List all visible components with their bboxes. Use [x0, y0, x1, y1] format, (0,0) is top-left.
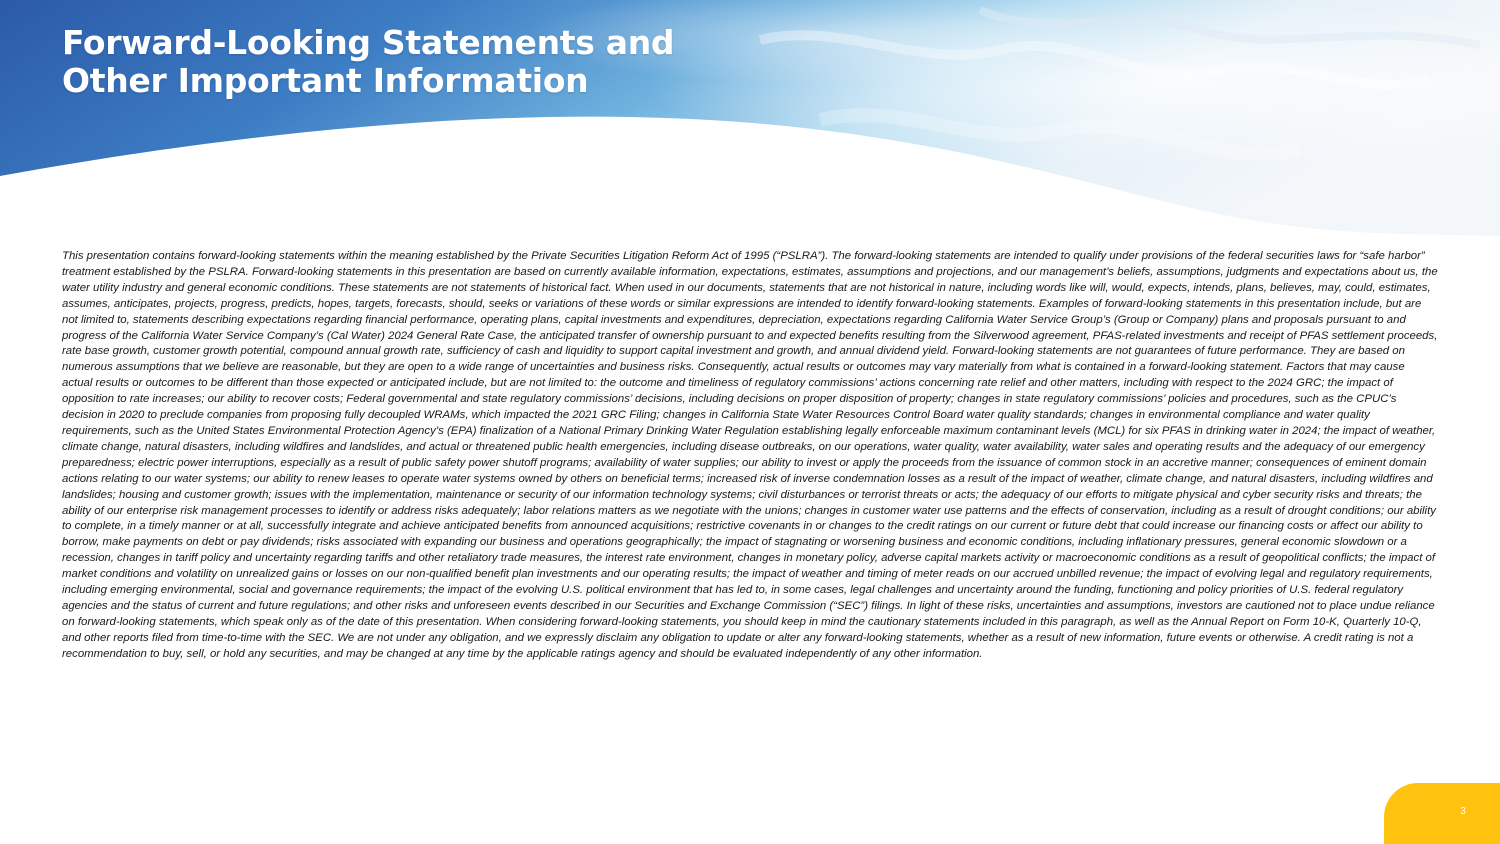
page-title-line-2: Other Important Information [62, 61, 589, 100]
disclaimer-paragraph: This presentation contains forward-looking statements within the meaning established by the Private Securities Litigation Reform Act of 1995 (“PSLRA”). The forward-looking statements are intended to qualify under provisions of the federal securities laws for “safe harbor” treatment established by the PSLRA. Forward-looking statements in this presentation are based on currently available information, expectations, estimates, assumptions and projections, and our management’s beliefs, assumptions, judgments and expectations about us, the water utility industry and general economic conditions. These statements are not statements of historical fact. When used in our documents, statements that are not historical in nature, including words like will, would, expects, intends, plans, believes, may, could, estimates, assumes, anticipates, projects, progress, predicts, hopes, targets, forecasts, should, seeks or variations of these words or similar expressions are intended to identify forward-looking statements. Examples of forward-looking statements in this presentation include, but are not limited to, statements describing expectations regarding financial performance, operating plans, capital investments and expenditures, depreciation, expectations regarding California Water Service Group’s (Group or Company) plans and proposals pursuant to and progress of the California Water Service Company’s (Cal Water) 2024 General Rate Case, the anticipated transfer of ownership pursuant to and expected benefits resulting from the Silverwood agreement, PFAS-related investments and receipt of PFAS settlement proceeds, rate base growth, customer growth potential, compound annual growth rate, sufficiency of cash and liquidity to support capital investment and growth, and annual dividend yield. Forward-looking statements are not guarantees of future performance. They are based on numerous assumptions that we believe are reasonable, but they are open to a wide range of uncertainties and business risks. Consequently, actual results or outcomes may vary materially from what is contained in a forward-looking statement. Factors that may cause actual results or outcomes to be different than those expected or anticipated include, but are not limited to: the outcome and timeliness of regulatory commissions’ actions concerning rate relief and other matters, including with respect to the 2024 GRC; the impact of opposition to rate increases; our ability to recover costs; Federal governmental and state regulatory commissions’ decisions, including decisions on proper disposition of property; changes in state regulatory commissions’ policies and procedures, such as the CPUC’s decision in 2020 to preclude companies from proposing fully decoupled WRAMs, which impacted the 2021 GRC Filing; changes in California State Water Resources Control Board water quality standards; changes in environmental compliance and water quality requirements, such as the United States Environmental Protection Agency’s (EPA) finalization of a National Primary Drinking Water Regulation establishing legally enforceable maximum contaminant levels (MCL) for six PFAS in drinking water in 2024; the impact of weather, climate change, natural disasters, including wildfires and landslides, and actual or threatened public health emergencies, including disease outbreaks, on our operations, water quality, water availability, water sales and operating results and the adequacy of our emergency preparedness; electric power interruptions, especially as a result of public safety power shutoff programs; availability of water supplies; our ability to invest or apply the proceeds from the issuance of common stock in an accretive manner; consequences of eminent domain actions relating to our water systems; our ability to renew leases to operate water systems owned by others on beneficial terms; increased risk of inverse condemnation losses as a result of the impact of weather, climate change, and natural disasters, including wildfires and landslides; housing and customer growth; issues with the implementation, maintenance or security of our information technology systems; civil disturbances or terrorist threats or acts; the adequacy of our efforts to mitigate physical and cyber security risks and threats; the ability of our enterprise risk management processes to identify or address risks adequately; labor relations matters as we negotiate with the unions; changes in customer water use patterns and the effects of conservation, including as a result of drought conditions; our ability to complete, in a timely manner or at all, successfully integrate and achieve anticipated benefits from announced acquisitions; restrictive covenants in or changes to the credit ratings on our current or future debt that could increase our financing costs or affect our ability to borrow, make payments on debt or pay dividends; risks associated with expanding our business and operations geographically; the impact of stagnating or worsening business and economic conditions, including inflationary pressures, general economic slowdown or a recession, changes in tariff policy and uncertainty regarding tariffs and other retaliatory trade measures, the interest rate environment, changes in monetary policy, adverse capital markets activity or macroeconomic conditions as a result of geopolitical conflicts; the impact of market conditions and volatility on unrealized gains or losses on our non-qualified benefit plan investments and our operating results; the impact of weather and timing of meter reads on our accrued unbilled revenue; the impact of evolving legal and regulatory requirements, including emerging environmental, social and governance requirements; the impact of the evolving U.S. political environment that has led to, in some cases, legal challenges and uncertainty around the funding, functioning and policy priorities of U.S. federal regulatory agencies and the status of current and future regulations; and other risks and unforeseen events described in our Securities and Exchange Commission (“SEC”) filings. In light of these risks, uncertainties and assumptions, investors are cautioned not to place undue reliance on forward-looking statements, which speak only as of the date of this presentation. When considering forward-looking statements, you should keep in mind the cautionary statements included in this paragraph, as well as the Annual Report on Form 10-K, Quarterly 10-Q, and other reports filed from time-to-time with the SEC. We are not under any obligation, and we expressly disclaim any obligation to update or alter any forward-looking statements, whether as a result of new information, future events or otherwise. A credit rating is not a recommendation to buy, sell, or hold any securities, and may be changed at any time by the applicable ratings agency and should be evaluated independently of any other information. [62, 250, 1438, 660]
page-number: 3 [1460, 806, 1466, 817]
page-title [62, 24, 674, 100]
page-title-line-1: Forward-Looking Statements and [62, 23, 675, 62]
page-number-tab [1384, 783, 1500, 844]
